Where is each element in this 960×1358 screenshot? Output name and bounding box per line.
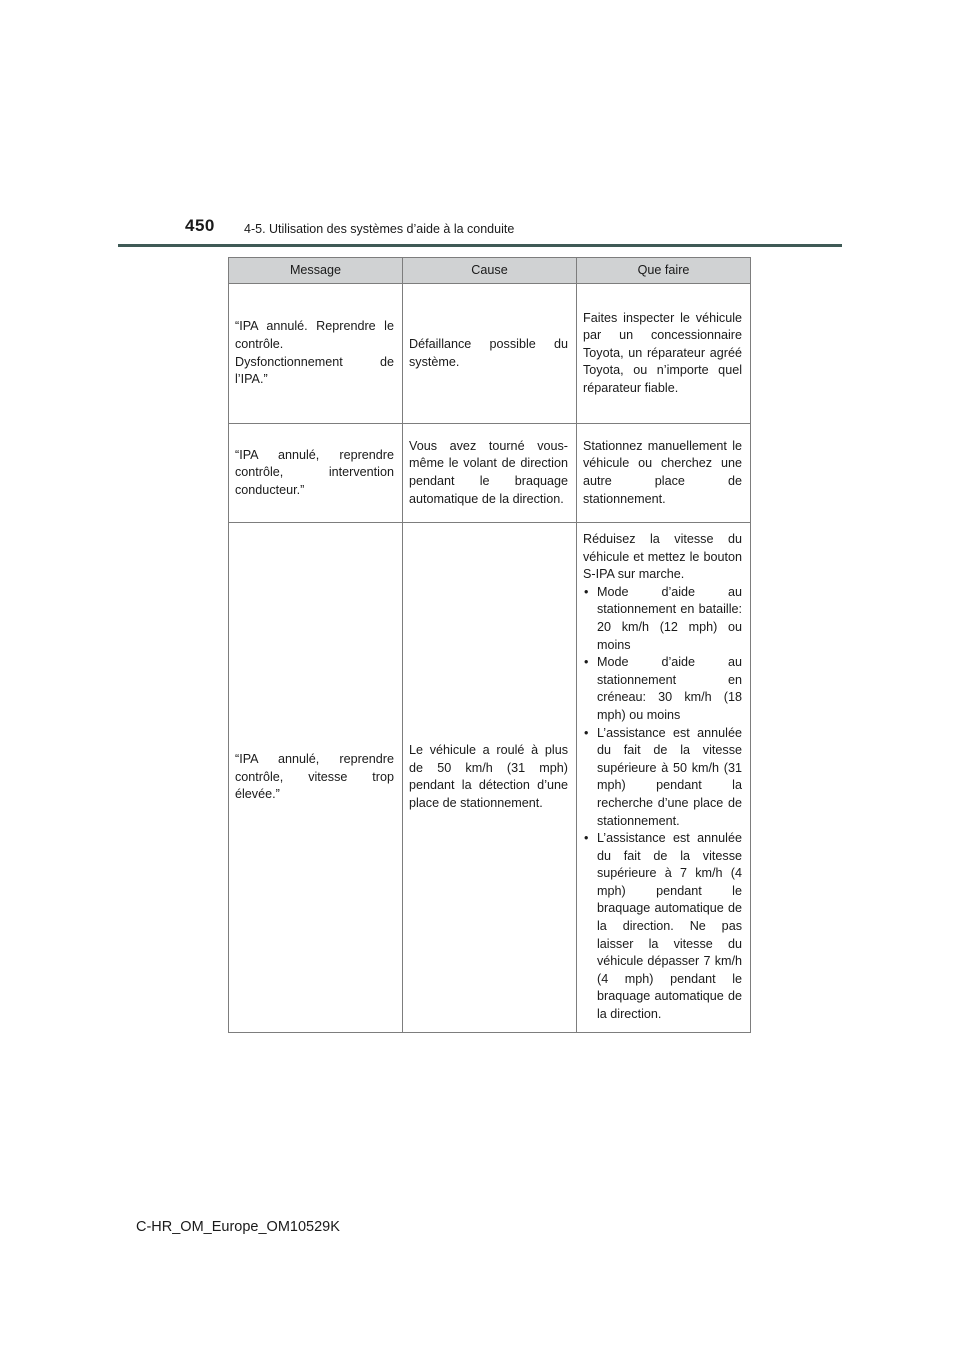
table-row [229, 523, 751, 1033]
action-bullet: • Mode d’aide au stationnement en bataille: 20 km/h (12 mph) ou moins [583, 584, 742, 654]
cause-cell: Vous avez tourné vous-même le volant de direction pendant le braquage automatique de la direction. [403, 424, 577, 523]
document-code: C-HR_OM_Europe_OM10529K [136, 1219, 340, 1235]
column-header-message: Message [229, 258, 403, 284]
header-divider [118, 244, 842, 247]
cause-cell: Défaillance possible du système. [403, 284, 577, 424]
section-title: 4-5. Utilisation des systèmes d’aide à la conduite [244, 222, 515, 236]
action-cell: Stationnez manuellement le véhicule ou cherchez une autre place de stationnement. [577, 424, 751, 523]
column-header-action: Que faire [577, 258, 751, 284]
page-number: 450 [185, 216, 215, 235]
action-cell: Faites inspecter le véhicule par un concessionnaire Toyota, un réparateur agréé Toyota, ou n’importe quel réparateur fiable. [577, 284, 751, 424]
action-bullet: • Mode d’aide au stationnement en créneau: 30 km/h (18 mph) ou moins [583, 654, 742, 724]
action-cell [577, 523, 751, 1033]
table-row [229, 284, 751, 424]
message-cell: “IPA annulé. Reprendre le contrôle. Dysfonctionnement de l’IPA.” [229, 284, 403, 424]
action-bullet: • L’assistance est annulée du fait de la vitesse supérieure à 7 km/h (4 mph) pendant le braquage automatique de la direction. Ne pas laisser la vitesse du véhicule dépasser 7 km/h (4 mph) pendant le braquage automatique de la direction. [583, 830, 742, 1024]
message-table [228, 257, 751, 1033]
action-bullet: • L’assistance est annulée du fait de la vitesse supérieure à 50 km/h (31 mph) pendant la recherche d’une place de stationnement. [583, 725, 742, 831]
action-intro: Réduisez la vitesse du véhicule et mettez le bouton S-IPA sur marche. [583, 532, 742, 582]
action-bullet-list [583, 584, 742, 1024]
message-cell: “IPA annulé, reprendre contrôle, vitesse trop élevée.” [229, 523, 403, 1033]
table-header-row [229, 258, 751, 284]
table-row [229, 424, 751, 523]
cause-cell: Le véhicule a roulé à plus de 50 km/h (31 mph) pendant la détection d’une place de stationnement. [403, 523, 577, 1033]
column-header-cause: Cause [403, 258, 577, 284]
message-cell: “IPA annulé, reprendre contrôle, intervention conducteur.” [229, 424, 403, 523]
